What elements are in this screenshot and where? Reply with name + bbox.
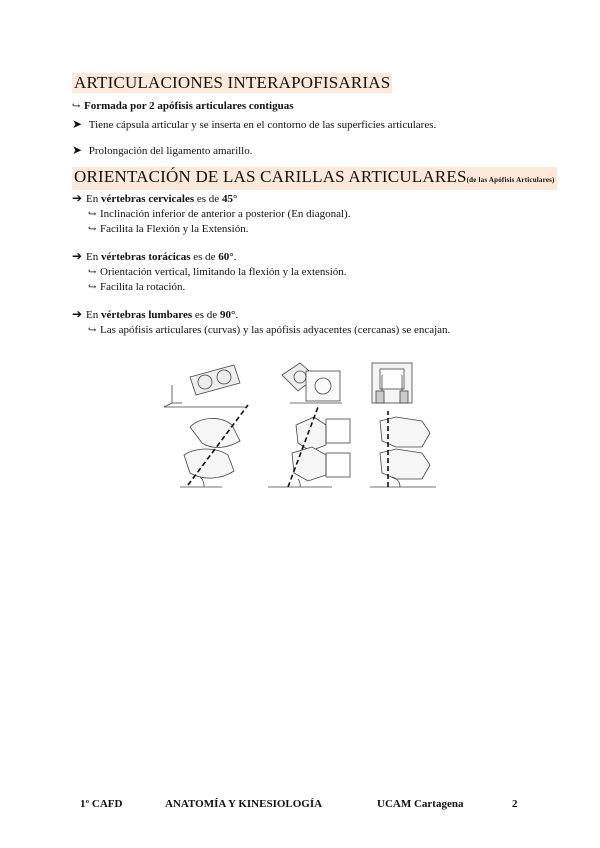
lumbar-facet-diagram	[372, 363, 412, 403]
thoracic-facet-diagram	[282, 363, 342, 403]
group-cervical-item-1: ↪ Inclinación inferior de anterior a posterior (En diagonal).	[88, 208, 351, 220]
section-title-interapofisarias: ARTICULACIONES INTERAPOFISARIAS	[74, 73, 391, 92]
facet-orientation-figure	[160, 355, 440, 495]
footer-page-number: 2	[512, 798, 518, 810]
hook-arrow-icon: ↪	[72, 101, 81, 112]
hook-arrow-icon: ↪	[88, 209, 97, 220]
footer-course: 1º CAFD	[80, 798, 123, 810]
lumbar-spine-diagram	[370, 417, 436, 487]
right-arrow-icon: ➔	[72, 191, 83, 205]
section1-bullet-1: ➤ Tiene cápsula articular y se inserta en el contorno de las superficies articulares.	[72, 117, 437, 131]
triangle-arrow-icon: ➤	[72, 143, 83, 157]
group-toracica-item-2: ↪ Facilita la rotación.	[88, 281, 186, 293]
triangle-arrow-icon: ➤	[72, 117, 83, 131]
footer-subject: ANATOMÍA Y KINESIOLOGÍA	[165, 798, 323, 810]
right-arrow-icon: ➔	[72, 307, 83, 321]
cervical-spine-diagram	[180, 418, 240, 487]
hook-arrow-icon: ↪	[88, 325, 97, 336]
section-title-orientacion: ORIENTACIÓN DE LAS CARILLAS ARTICULARES(de las Apófisis Articulares)	[72, 167, 557, 190]
group-lumbar-heading: ➔ En vértebras lumbares es de 90°.	[72, 307, 239, 321]
group-lumbar-item-1: ↪ Las apófisis articulares (curvas) y las apófisis adyacentes (cercanas) se encajan.	[88, 324, 451, 336]
hook-arrow-icon: ↪	[88, 224, 97, 235]
right-arrow-icon: ➔	[72, 249, 83, 263]
group-toracica-item-1: ↪ Orientación vertical, limitando la flexión y la extensión.	[88, 266, 347, 278]
section-title-note: (de las Apófisis Articulares)	[466, 176, 555, 184]
hook-arrow-icon: ↪	[88, 267, 97, 278]
hook-arrow-icon: ↪	[88, 282, 97, 293]
group-cervical-item-2: ↪ Facilita la Flexión y la Extensión.	[88, 223, 249, 235]
group-cervical-heading: ➔ En vértebras cervicales es de 45°	[72, 191, 238, 205]
group-toracica-heading: ➔ En vértebras torácicas es de 60°.	[72, 249, 237, 263]
section1-bullet-2: ➤ Prolongación del ligamento amarillo.	[72, 143, 253, 157]
thoracic-spine-diagram	[268, 417, 350, 487]
cervical-facet-diagram	[164, 365, 246, 407]
footer-school: UCAM Cartagena	[377, 798, 464, 810]
section1-subheading: ↪ Formada por 2 apófisis articulares contiguas	[72, 100, 294, 112]
